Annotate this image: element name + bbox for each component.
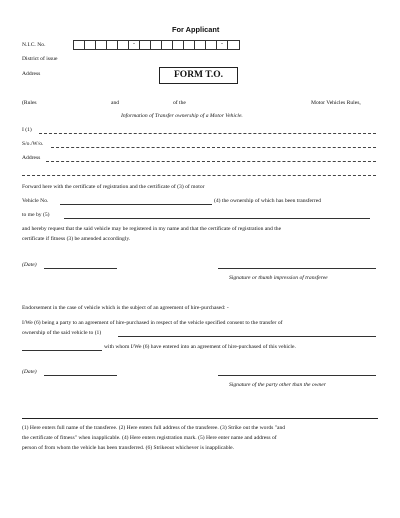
form-title: FORM T.O. xyxy=(159,67,238,84)
transferee-address-field-line-2[interactable] xyxy=(22,175,376,176)
endorsement-text-line-3: with whom I/We (6) have entered into an agreement of hire-purchased of this vehicle. xyxy=(104,344,296,350)
nic-digit-cell[interactable] xyxy=(228,41,239,49)
nic-digit-cell[interactable] xyxy=(173,41,184,49)
vehicle-no-label: Vehicle No. xyxy=(22,198,49,204)
vehicle-no-field[interactable] xyxy=(60,204,212,205)
request-text-line-1: and hereby request that the said vehicle may be registered in my name and that the certificate of registration and the xyxy=(22,226,282,232)
endorsement-date-label: (Date) xyxy=(22,369,37,375)
nic-digit-cell[interactable] xyxy=(206,41,217,49)
nic-digit-cell[interactable] xyxy=(162,41,173,49)
endorsement-date-field[interactable] xyxy=(44,375,117,376)
son-wife-of-label: S/o./W/o. xyxy=(22,141,44,147)
transferee-date-field[interactable] xyxy=(44,268,117,269)
transferred-by-field[interactable] xyxy=(64,218,370,219)
footnote-line-1: (1) Here enters full name of the transferee. (2) Here enters full address of the transferee. (3) Strike out the words "and xyxy=(22,425,286,431)
nic-digit-cell[interactable] xyxy=(151,41,162,49)
nic-digit-cell[interactable] xyxy=(140,41,151,49)
son-wife-of-field[interactable] xyxy=(51,147,376,148)
nic-number-boxes[interactable] xyxy=(73,40,240,50)
transfer-to-field[interactable] xyxy=(118,336,376,337)
nic-digit-cell[interactable]: - xyxy=(129,41,140,49)
transferee-address-label: Address xyxy=(22,155,41,161)
nic-digit-cell[interactable] xyxy=(85,41,96,49)
motor-vehicles-rules-text: Motor Vehicles Rules, xyxy=(311,100,361,106)
other-party-signature-field[interactable] xyxy=(218,375,376,376)
nic-label: N.I.C. No. xyxy=(22,42,46,48)
transferee-address-field[interactable] xyxy=(46,161,376,162)
to-me-by-label: to me by (5) xyxy=(22,212,50,218)
nic-digit-cell[interactable] xyxy=(74,41,85,49)
rules-of-the-text: of the xyxy=(173,100,186,106)
transferee-date-label: (Date) xyxy=(22,262,37,268)
footnote-line-3: person of from whom the vehicle has been transferred. (6) Strikeout whichever is inapplicable. xyxy=(22,445,235,451)
nic-digit-cell[interactable] xyxy=(184,41,195,49)
forward-text: Forward here with the certificate of registration and the certificate of (3) of motor xyxy=(22,184,205,190)
for-applicant-heading: For Applicant xyxy=(172,25,220,34)
footnote-divider xyxy=(22,418,378,419)
other-party-signature-caption: Signature of the party other than the owner xyxy=(229,382,326,388)
hire-purchase-party-field[interactable] xyxy=(22,350,102,351)
rules-text: (Rules xyxy=(22,100,37,106)
form-subtitle: Information of Transfer ownership of a Motor Vehicle. xyxy=(121,113,243,119)
footnote-line-2: the certificate of fitness" when inapplicable. (4) Here enters registration mark. (5) Here enter name and address of xyxy=(22,435,277,441)
name-label: I (1) xyxy=(22,127,32,133)
rules-and-text: and xyxy=(111,100,120,106)
ownership-transferred-text: (4) the ownership of which has been transferred xyxy=(214,198,322,204)
district-of-issue-label: District of issue xyxy=(22,56,58,62)
endorsement-text-line-2: ownership of the said vehicle to (1) xyxy=(22,330,102,336)
nic-digit-cell[interactable] xyxy=(96,41,107,49)
transferee-signature-field[interactable] xyxy=(218,268,376,269)
nic-digit-cell[interactable] xyxy=(118,41,129,49)
transferee-signature-caption: Signature or thumb impression of transferee xyxy=(229,275,328,281)
nic-digit-cell[interactable]: - xyxy=(217,41,228,49)
endorsement-title: Endorsement in the case of vehicle which is the subject of an agreement of hire-purchased: - xyxy=(22,305,229,311)
endorsement-text-line-1: I/We (6) being a party to an agreement of hire-purchased in respect of the vehicle specified consent to the transfer of xyxy=(22,320,283,326)
address-label: Address xyxy=(22,71,41,77)
nic-digit-cell[interactable] xyxy=(107,41,118,49)
request-text-line-2: certificate if fitness (3) be amended accordingly. xyxy=(22,236,131,242)
nic-digit-cell[interactable] xyxy=(195,41,206,49)
name-field[interactable] xyxy=(39,133,376,134)
